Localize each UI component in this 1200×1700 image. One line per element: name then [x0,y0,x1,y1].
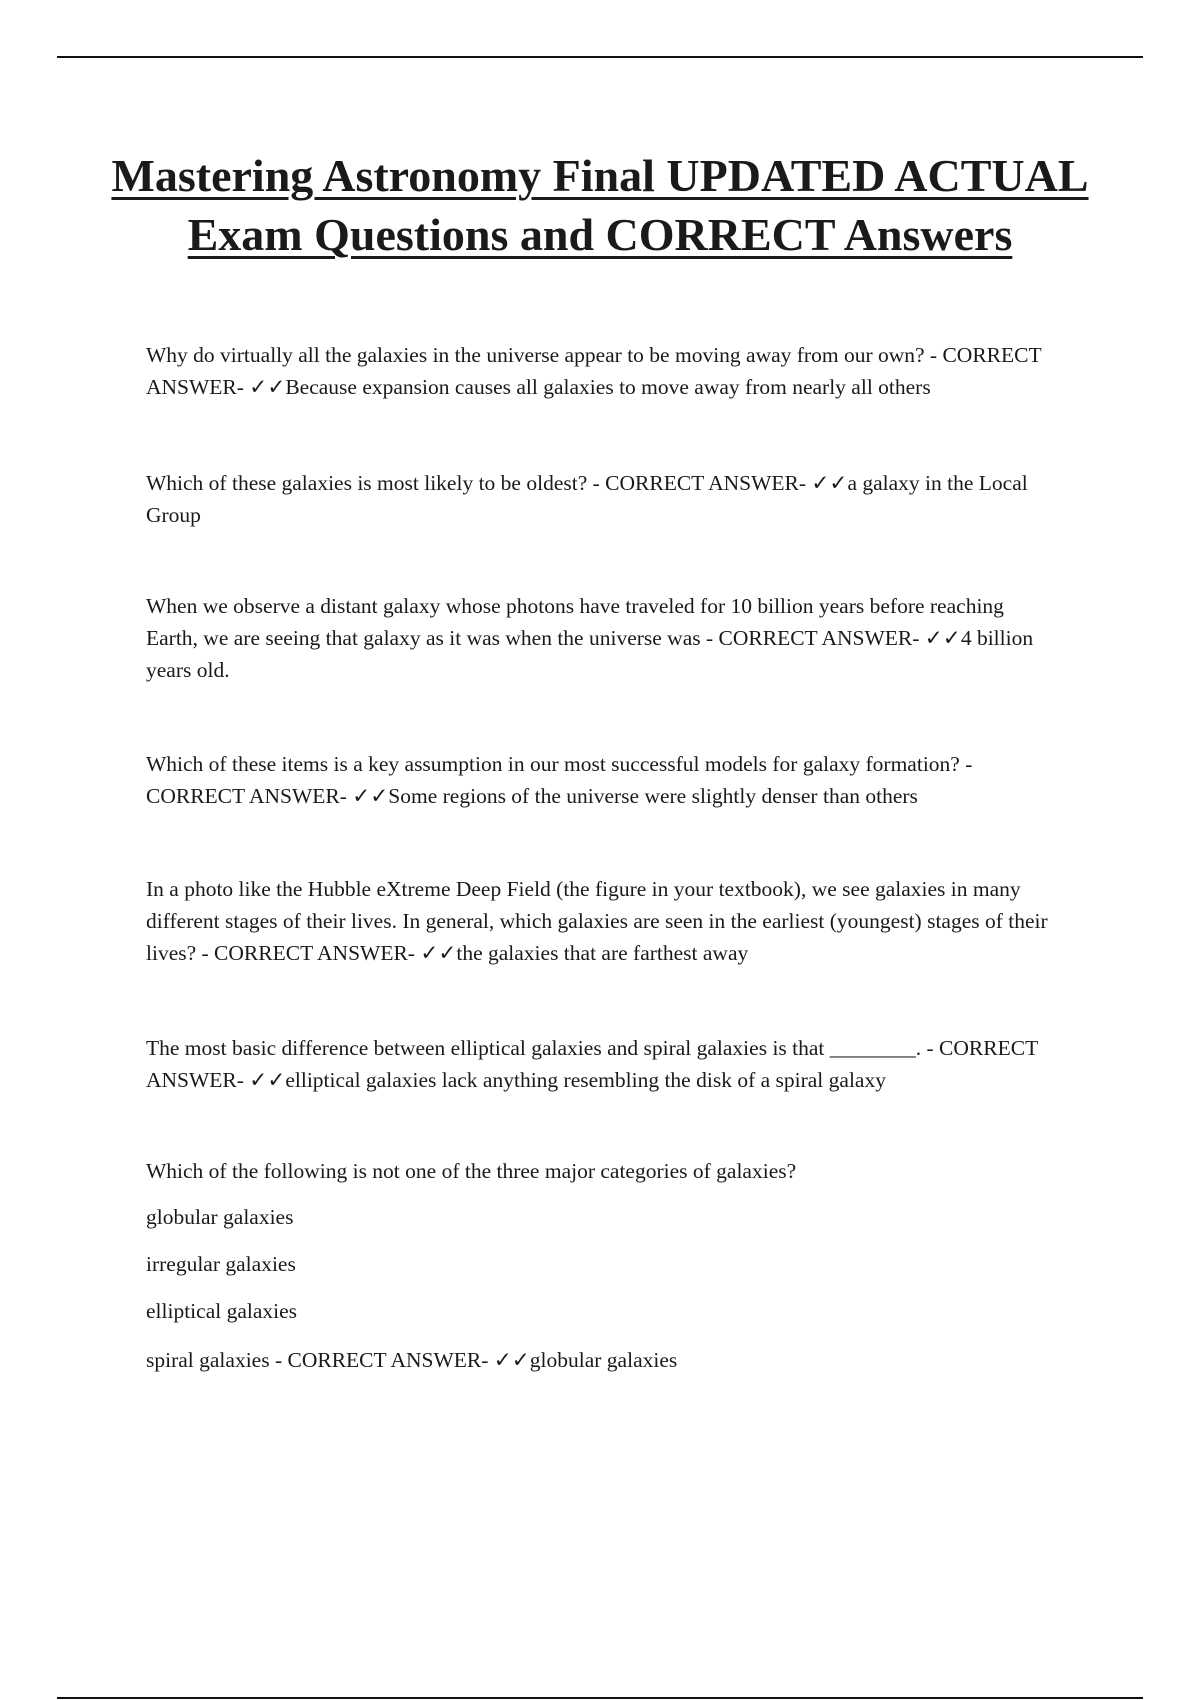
question-stem: Which of the following is not one of the three major categories of galaxies? [146,1159,797,1183]
document-title: Mastering Astronomy Final UPDATED ACTUAL Exam Questions and CORRECT Answers [111,150,1089,260]
qa-item-7 [146,1155,1056,1376]
qa-item-3: When we observe a distant galaxy whose photons have traveled for 10 billion years before reaching Earth, we are seeing that galaxy as it was when the universe was - CORRECT ANSWER- ✓✓4 billion years old. [146,594,1034,682]
answer-option: globular galaxies [146,1205,294,1229]
qa-item-2: Which of these galaxies is most likely to be oldest? - CORRECT ANSWER- ✓✓a galaxy in the Local Group [146,471,1028,527]
qa-item-4: Which of these items is a key assumption in our most successful models for galaxy formation? - CORRECT ANSWER- ✓✓Some regions of the universe were slightly denser than others [146,752,973,808]
bottom-rule [57,1697,1143,1699]
document-body [146,339,1056,1376]
qa-item-5: In a photo like the Hubble eXtreme Deep Field (the figure in your textbook), we see galaxies in many different stages of their lives. In general, which galaxies are seen in the earliest (youngest) stages of their lives? - CORRECT ANSWER- ✓✓the galaxies that are farthest away [146,877,1048,965]
answer-option: elliptical galaxies [146,1299,298,1323]
answer-option: spiral galaxies - CORRECT ANSWER- ✓✓globular galaxies [146,1348,678,1372]
qa-item-1: Why do virtually all the galaxies in the universe appear to be moving away from our own? - CORRECT ANSWER- ✓✓Because expansion causes all galaxies to move away from nearly all others [146,343,1042,399]
answer-option: irregular galaxies [146,1252,296,1276]
top-rule [57,56,1143,58]
qa-item-6: The most basic difference between elliptical galaxies and spiral galaxies is that ________. - CORRECT ANSWER- ✓✓elliptical galaxies lack anything resembling the disk of a spiral galaxy [146,1036,1038,1092]
